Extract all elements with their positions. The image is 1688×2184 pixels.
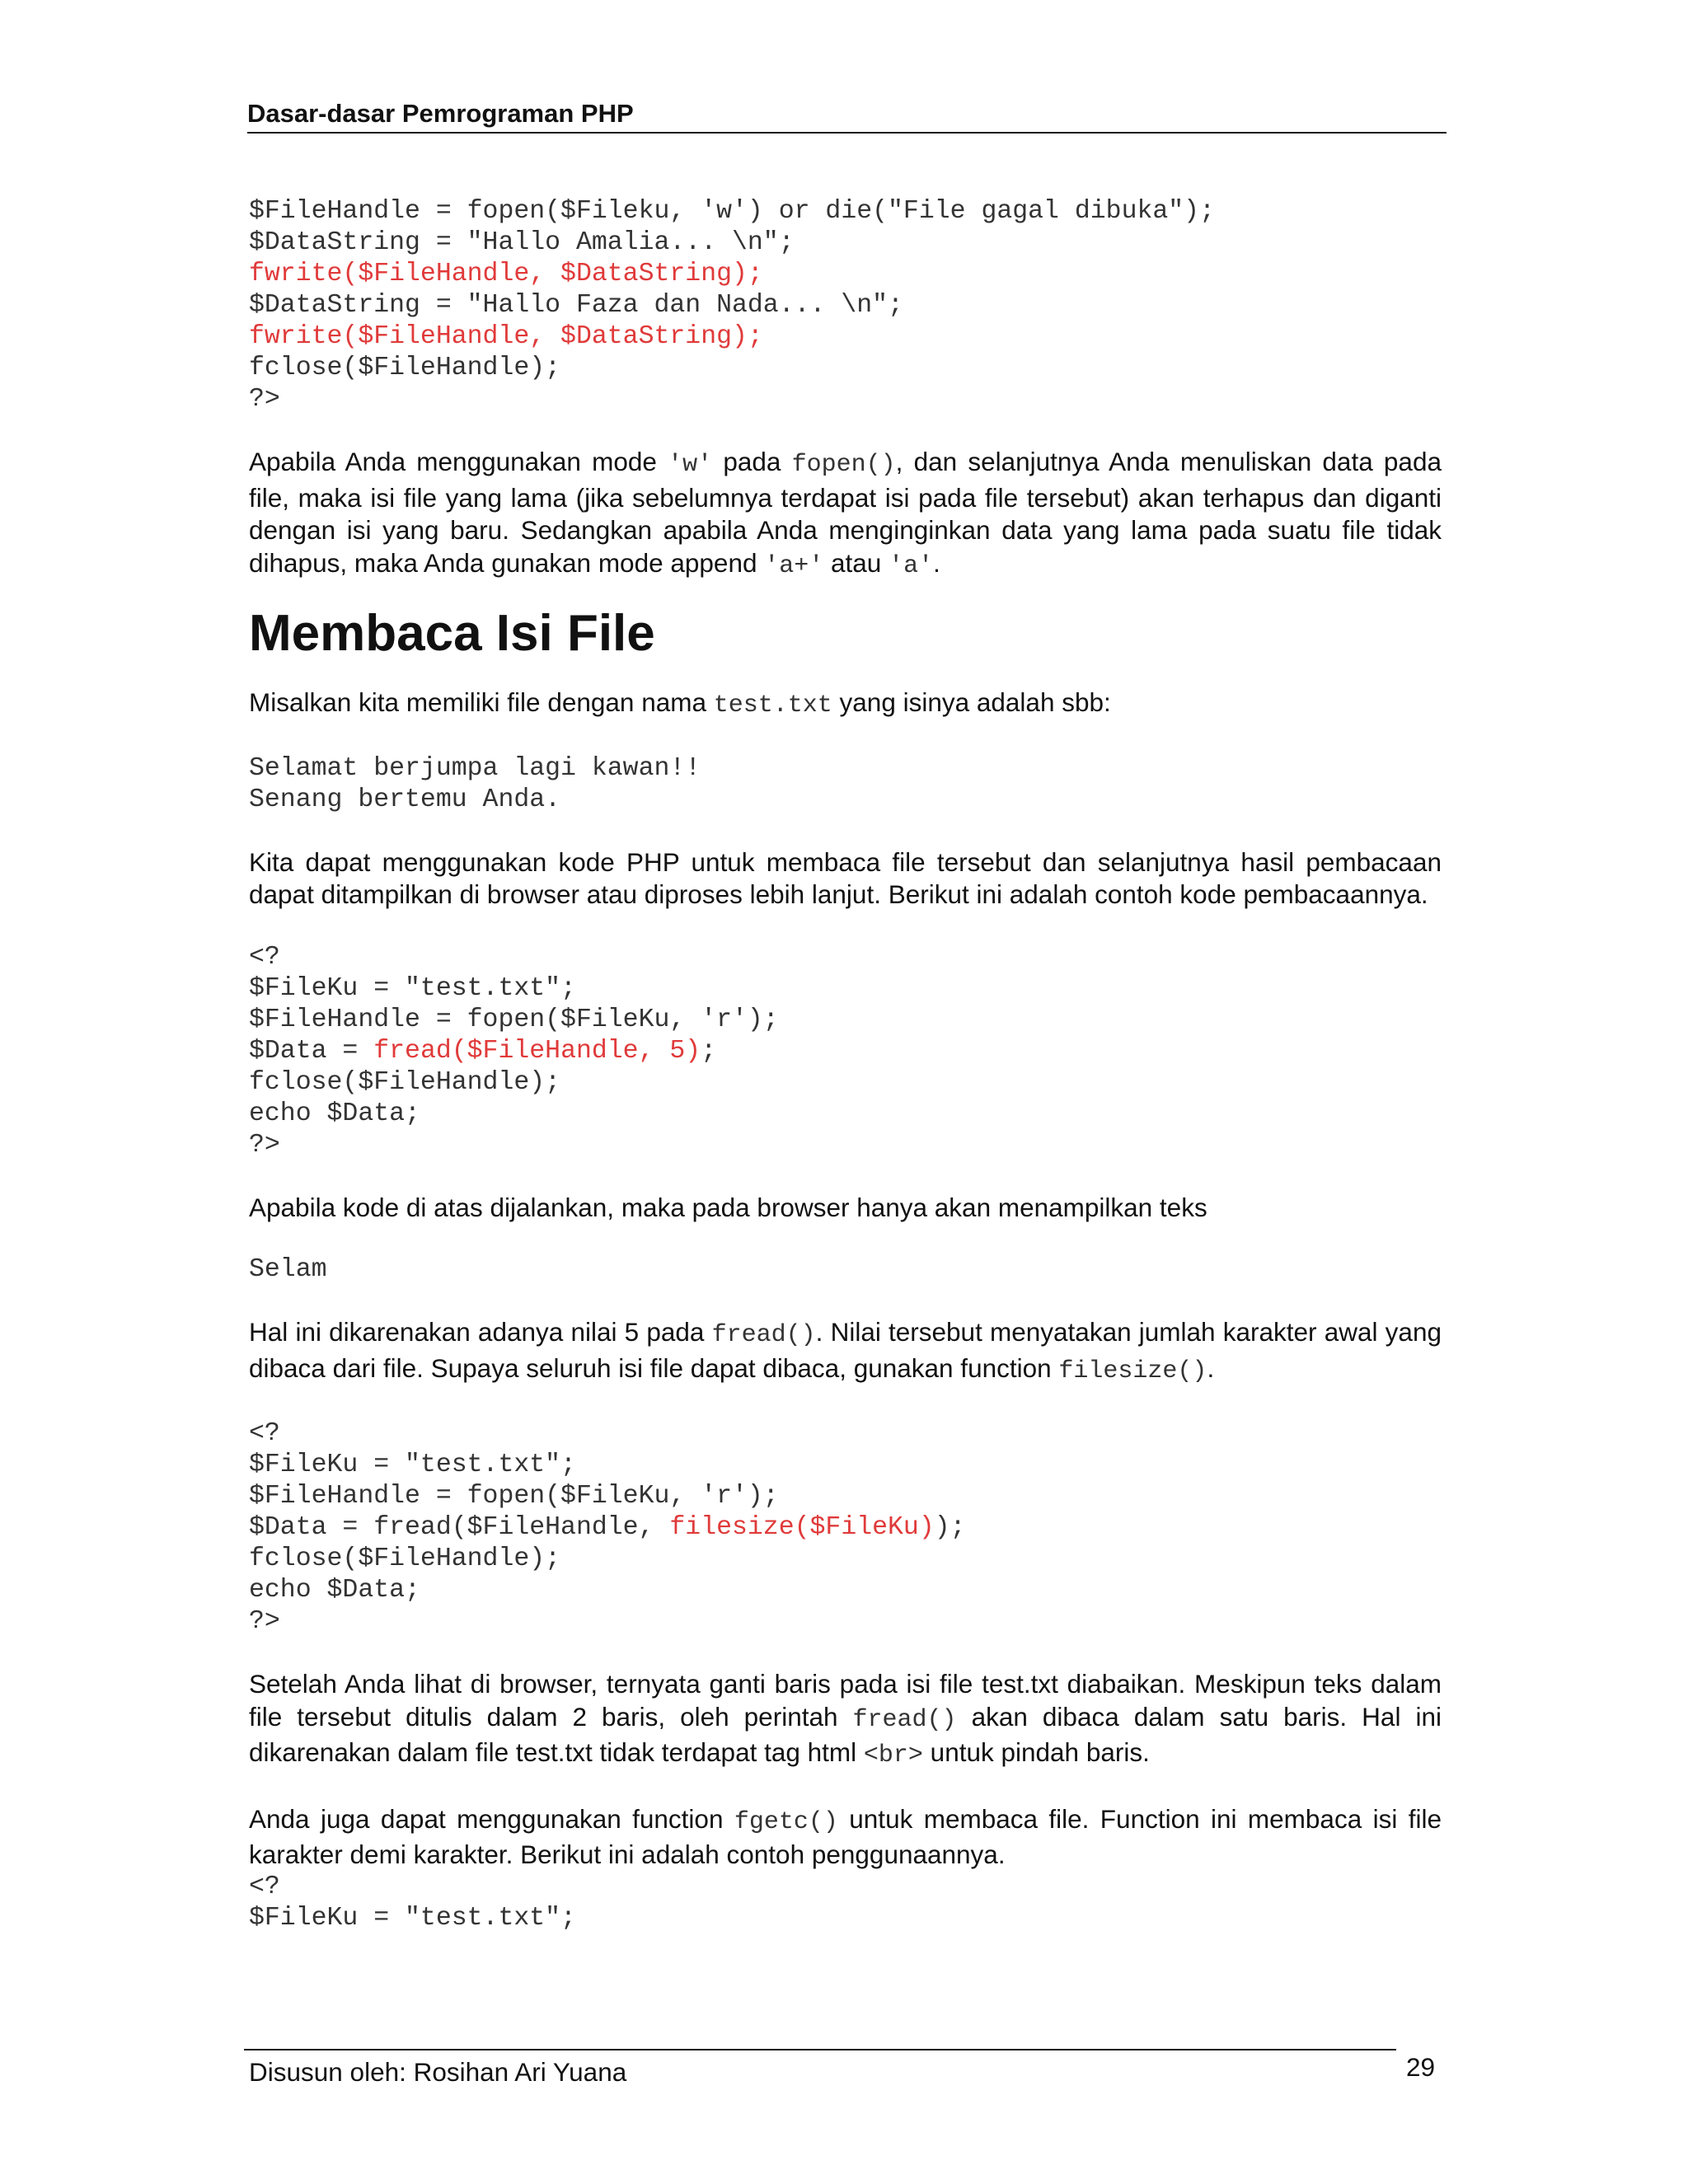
code-line: fclose($FileHandle); — [249, 1067, 561, 1097]
text: Misalkan kita memiliki file dengan nama — [249, 687, 714, 717]
code-line: fclose($FileHandle); — [249, 1544, 561, 1573]
code-line: $FileHandle = fopen($Fileku, 'w') or die("File gagal dibuka"); — [249, 197, 1215, 226]
code-block-fgetc — [249, 1872, 1442, 1934]
code-line: echo $Data; — [249, 1099, 420, 1128]
text: pada — [712, 447, 792, 476]
inline-code: filesize() — [1058, 1357, 1207, 1385]
code-highlight: fread($FileHandle, 5) — [373, 1036, 701, 1066]
inline-code: fread() — [852, 1705, 957, 1734]
code-block-write — [249, 196, 1442, 415]
text: Anda juga dapat menggunakan function — [249, 1803, 734, 1834]
text: , dan selanjutnya Anda menuliskan data pada file, maka isi file yang lama (jika sebelumnya terdapat isi pada file tersebut) akan terhapus dan diganti dengan isi yang baru. Sedangkan apabila Anda menginginkan data yang lama pada suatu file tidak dihapus, maka Anda gunakan mode append — [249, 447, 1442, 578]
output-text: Selam — [249, 1255, 327, 1284]
text: untuk pindah baris. — [922, 1737, 1150, 1767]
sample-file-content — [249, 753, 1442, 816]
code-line: ?> — [249, 385, 280, 414]
code-line: $FileHandle = fopen($FileKu, 'r'); — [249, 1482, 779, 1511]
code-line: $FileKu = "test.txt"; — [249, 1903, 576, 1933]
paragraph-mode-w — [249, 446, 1442, 583]
section-heading: Membaca Isi File — [249, 605, 655, 662]
footer-author: Disusun oleh: Rosihan Ari Yuana — [249, 2057, 627, 2087]
page-content — [249, 196, 1442, 1934]
inline-code: 'w' — [668, 451, 713, 479]
code-line: Selamat berjumpa lagi kawan!! — [249, 753, 701, 783]
footer-rule — [244, 2049, 1396, 2050]
code-line: $FileKu = "test.txt"; — [249, 973, 576, 1003]
code-line: echo $Data; — [249, 1576, 420, 1605]
code-line: $DataString = "Hallo Amalia... \n"; — [249, 228, 795, 257]
code-line: Senang bertemu Anda. — [249, 785, 561, 814]
text: . Nilai tersebut menyatakan jumlah karakter awal yang dibaca dari file. Supaya seluruh isi file dapat dibaca, gunakan function — [249, 1317, 1442, 1383]
code-line: ; — [701, 1036, 717, 1066]
text: akan dibaca dalam satu baris. Hal ini dikarenakan dalam file test.txt tidak terdapat tag html — [249, 1701, 1442, 1767]
text: yang isinya adalah sbb: — [832, 687, 1111, 717]
code-line: $FileHandle = fopen($FileKu, 'r'); — [249, 1005, 779, 1034]
page-number: 29 — [1406, 2052, 1436, 2082]
paragraph-result: Apabila kode di atas dijalankan, maka pada browser hanya akan menampilkan teks — [249, 1192, 1207, 1222]
text: . — [1207, 1352, 1215, 1383]
paragraph-newline-note — [249, 1668, 1442, 1773]
code-line: <? — [249, 1419, 280, 1448]
inline-code: 'a+' — [764, 551, 824, 580]
code-line: <? — [249, 1872, 280, 1901]
code-line-highlight: fwrite($FileHandle, $DataString); — [249, 322, 763, 351]
code-line: $Data = fread($FileHandle, — [249, 1513, 670, 1542]
text: Setelah Anda lihat di browser, ternyata ganti baris pada isi file test.txt diabaikan. Meskipun teks dalam file tersebut ditulis dalam 2 baris, oleh perintah — [249, 1669, 1442, 1732]
code-line: <? — [249, 942, 280, 972]
running-header: Dasar-dasar Pemrograman PHP — [247, 97, 1447, 134]
inline-code: fread() — [711, 1321, 816, 1349]
inline-code: <br> — [863, 1741, 923, 1769]
inline-code: 'a' — [889, 551, 934, 580]
inline-code: fopen() — [791, 451, 896, 479]
paragraph-intro — [249, 687, 1442, 723]
text: untuk membaca file. Function ini membaca isi file karakter demi karakter. Berikut ini adalah contoh penggunaannya. — [249, 1803, 1442, 1869]
inline-code: fgetc() — [734, 1807, 838, 1836]
paragraph-fread-explain — [249, 1316, 1442, 1388]
paragraph-read-intro: Kita dapat menggunakan kode PHP untuk membaca file tersebut dan selanjutnya hasil pembacaan dapat ditampilkan di browser atau diproses lebih lanjut. Berikut ini adalah contoh kode pembacaannya. — [249, 846, 1442, 909]
code-line-highlight: fwrite($FileHandle, $DataString); — [249, 260, 763, 288]
code-line: fclose($FileHandle); — [249, 354, 561, 382]
code-block-fread — [249, 942, 1442, 1161]
code-line: $Data = — [249, 1036, 374, 1066]
text: atau — [823, 547, 889, 578]
text: . — [933, 547, 940, 578]
code-line: $FileKu = "test.txt"; — [249, 1451, 576, 1479]
code-highlight: filesize($FileKu) — [669, 1513, 935, 1542]
inline-code: test.txt — [713, 691, 832, 719]
code-line: ?> — [249, 1607, 280, 1636]
text: Hal ini dikarenakan adanya nilai 5 pada — [249, 1317, 712, 1347]
code-line: ); — [934, 1513, 966, 1542]
paragraph-fgetc — [249, 1803, 1442, 1872]
text: Apabila Anda menggunakan mode — [249, 447, 668, 476]
code-line: ?> — [249, 1130, 280, 1160]
code-block-filesize — [249, 1418, 1442, 1638]
code-line: $DataString = "Hallo Faza dan Nada... \n"; — [249, 291, 903, 320]
